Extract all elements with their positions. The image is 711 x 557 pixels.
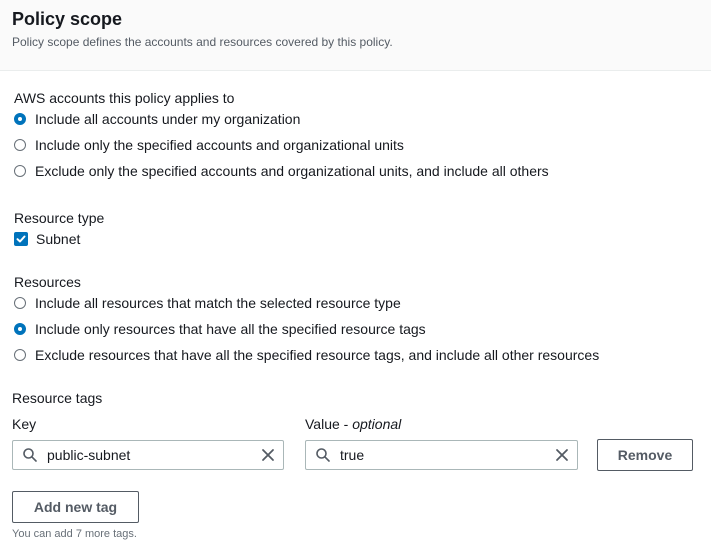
- radio-selected-icon: [14, 113, 26, 125]
- radio-exclude-specified-accounts[interactable]: [14, 161, 549, 181]
- checkbox-subnet[interactable]: [14, 229, 80, 249]
- key-input-value: public-subnet: [47, 447, 131, 463]
- radio-selected-icon: [14, 323, 26, 335]
- resource-type-label: Resource type: [14, 210, 105, 226]
- tags-remaining-hint: You can add 7 more tags.: [12, 528, 137, 540]
- add-new-tag-button[interactable]: Add new tag: [12, 491, 139, 523]
- radio-unselected-icon: [14, 165, 26, 177]
- radio-include-all-accounts[interactable]: [14, 109, 300, 129]
- radio-unselected-icon: [14, 297, 26, 309]
- key-label: Key: [12, 416, 37, 432]
- resources-label: Resources: [14, 274, 81, 290]
- radio-unselected-icon: [14, 349, 26, 361]
- radio-include-all-resources[interactable]: [14, 293, 401, 313]
- value-label: [305, 416, 401, 432]
- radio-label: Include only resources that have all the specified resource tags: [35, 321, 426, 337]
- checkbox-label: Subnet: [36, 231, 81, 247]
- radio-label: Exclude only the specified accounts and organizational units, and include all others: [35, 163, 549, 179]
- remove-tag-button[interactable]: Remove: [597, 439, 693, 471]
- radio-exclude-tagged-resources[interactable]: [14, 345, 599, 365]
- radio-include-specified-accounts[interactable]: [14, 135, 404, 155]
- accounts-label: AWS accounts this policy applies to: [14, 90, 235, 106]
- radio-include-tagged-resources[interactable]: [14, 319, 426, 339]
- section-header: [0, 0, 711, 71]
- radio-label: Include only the specified accounts and organizational units: [35, 137, 404, 153]
- page-description: Policy scope defines the accounts and resources covered by this policy.: [12, 35, 393, 49]
- clear-icon[interactable]: [261, 448, 275, 462]
- radio-unselected-icon: [14, 139, 26, 151]
- radio-label: Include all resources that match the selected resource type: [35, 295, 401, 311]
- page-title: Policy scope: [12, 9, 123, 29]
- value-input-value: true: [340, 447, 365, 463]
- radio-label: Exclude resources that have all the specified resource tags, and include all other resources: [35, 347, 600, 363]
- search-icon: [23, 448, 37, 462]
- search-icon: [316, 448, 330, 462]
- value-label-text: Value -: [305, 416, 353, 432]
- radio-label: Include all accounts under my organization: [35, 111, 301, 127]
- optional-label: optional: [352, 416, 402, 432]
- key-input[interactable]: [12, 440, 284, 470]
- resource-tags-label: Resource tags: [12, 390, 103, 406]
- value-input[interactable]: [305, 440, 578, 470]
- checkmark-icon: [14, 232, 28, 246]
- clear-icon[interactable]: [555, 448, 569, 462]
